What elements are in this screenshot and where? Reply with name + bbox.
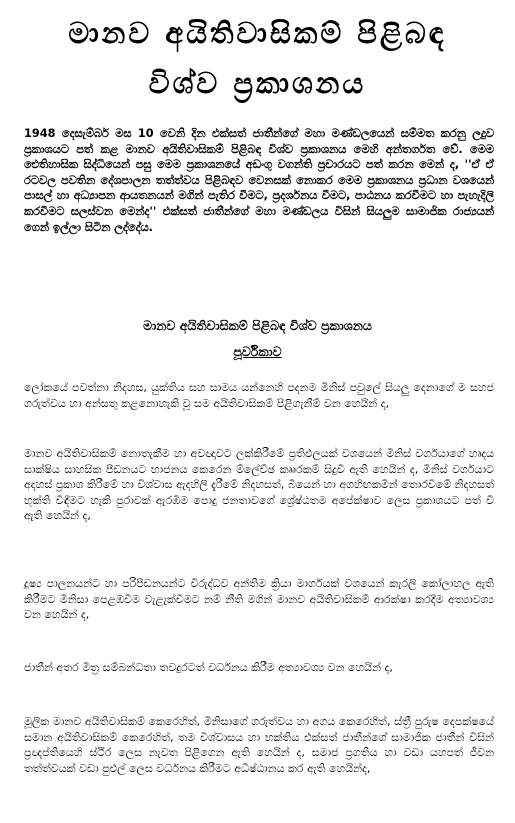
preamble-paragraph-4: ජාතීන් අතර මිත්‍ර සම්බන්ධතා තවදුරටත් වර්ධනය කිරීම අත්‍යාවශ්‍ය වන හෙයින් ද, bbox=[24, 661, 393, 674]
document-title-line1: මානව අයිතිවාසිකම් පිළිබඳ bbox=[68, 16, 447, 50]
document-title-line2: විශ්ව ප්‍රකාශනය bbox=[148, 66, 367, 100]
section-heading: මානව අයිතිවාසිකම් පිළිබඳ විශ්ව ප්‍රකාශනය bbox=[143, 318, 372, 333]
section-subheading: පූර්විකාව bbox=[233, 344, 282, 359]
preamble-paragraph-2: මානව අයිතිවාසිකම් නොතැකීම හා අවඥාවට ලක්කිරීමේ ප්‍රතිඵලයක් වශයෙන් මිනිස් වර්ගයාගේ හෘදය සාක්ෂිය සාහසික පීඩනයට භාජනය කෙරෙන ම්ලේච්ඡ කෲරකම් සිදුවී ඇති හෙයින් ද, මිනිස් වර්ගයාට අදහස් ප්‍රකාශ කිරීමේ හා විශ්වාස ඇදහිලි දැරීමේ නිදහසත්, බියෙන් හා අගහිඟකමින් තොරවීමේ නිදහසත් භුක්ති විඳීමට හැකි පුරාවක් ඇරඹීම පොදු ජනතාවගේ ශ්‍රේෂ්ඨතම අපේක්ෂාව ලෙස ප්‍රකාශයට පත් වී ඇති හෙයින් ද, bbox=[24, 447, 494, 523]
preamble-paragraph-5: මූලික මානව අයිතිවාසිකම් කෙරෙහිත්, මිනිසාගේ ගරුත්වය හා අගය කෙරෙහිත්, ස්ත්‍රී පුරුෂ දෙපක්ෂයේ සමාන අයිතිවාසිකම් කෙරෙහිත්, තම විශ්වාසය හා භක්තිය එක්සත් ජාතීන්ගේ සාමාජික ජාතීන් විසින් ප්‍රඥප්තියෙහි ස්ථිර ලෙස නැවත පිළිගෙන ඇති හෙයින් ද, සමාජ ප්‍රගතිය හා වඩා යහපත් ජීවන තත්ත්වයක් වඩා පුළුල් ලෙස වර්ධනය කිරීමට අධිෂ්ඨානය කර ඇති හෙයින්ද, bbox=[24, 715, 494, 775]
intro-paragraph: 1948 දෙසැම්බර් මස 10 වෙනි දින එක්සත් ජාතීන්ගේ මහා මණ්ඩලයෙන් සම්මත කරනු ලදුව ප්‍රකාශයට පත් කළ මානව අයිතිවාසිකම් පිළිබඳ විශ්ව ප්‍රකාශනය මෙහි අන්තර්ගත වේ. මෙම ඓතිහාසික සිද්ධියෙන් පසු මෙම ප්‍රකාශනයේ අඩංගු වගන්ති ප්‍රචාරයට පත් කරන මෙන් ද, ''ඒ ඒ රටවල පවතින දේශපාලන තත්ත්වය පිළිබඳව වෙනසක් නොකර මෙම ප්‍රකාශනය ප්‍රධාන වශයෙන් පාසල් හා අධ්‍යාපන ආයතනයන් මගින් පැතිර වීමට, ප්‍රදර්ශනය වීමට, පාඨනය කරවීමට හා පැහැදිලි කරවීමට සලස්වන මෙන්ද'' එක්සත් ජාතීන්ගේ මහා මණ්ඩලය විසින් සියලුම සාමාජික රාජ්‍යයන් ගෙන් ඉල්ලා සිටින ලද්දේය. bbox=[24, 127, 494, 234]
preamble-paragraph-3: දූෂ්‍ය පාලනයන්ට හා පරිපීඩනයන්ට විරුද්ධව අන්තිම ක්‍රියා මාර්ගයක් වශයෙන් කැරලි කෝලාහල ඇති කිරීමට මිනිසා පෙළඹවීම වැළැක්වීමට නම් නීති මගින් මානව අයිතිවාසිකම් ආරක්ෂා කරදීම අත්‍යාවශ්‍ය වන හෙයින් ද, bbox=[24, 577, 494, 622]
preamble-paragraph-1: ලෝකයේ පවත්නා නිදහස, යුක්තිය සහ සාමය යන්නෙහි පදනම මිනිස් පවුලේ සියලු දෙනාගේ ම සහජ ගරුත්වය හා අන්සතු කළනොහැකි වූ සම අයිතිවාසිකම් පිළිගැනීම් වන හෙයින් ද, bbox=[24, 381, 494, 410]
